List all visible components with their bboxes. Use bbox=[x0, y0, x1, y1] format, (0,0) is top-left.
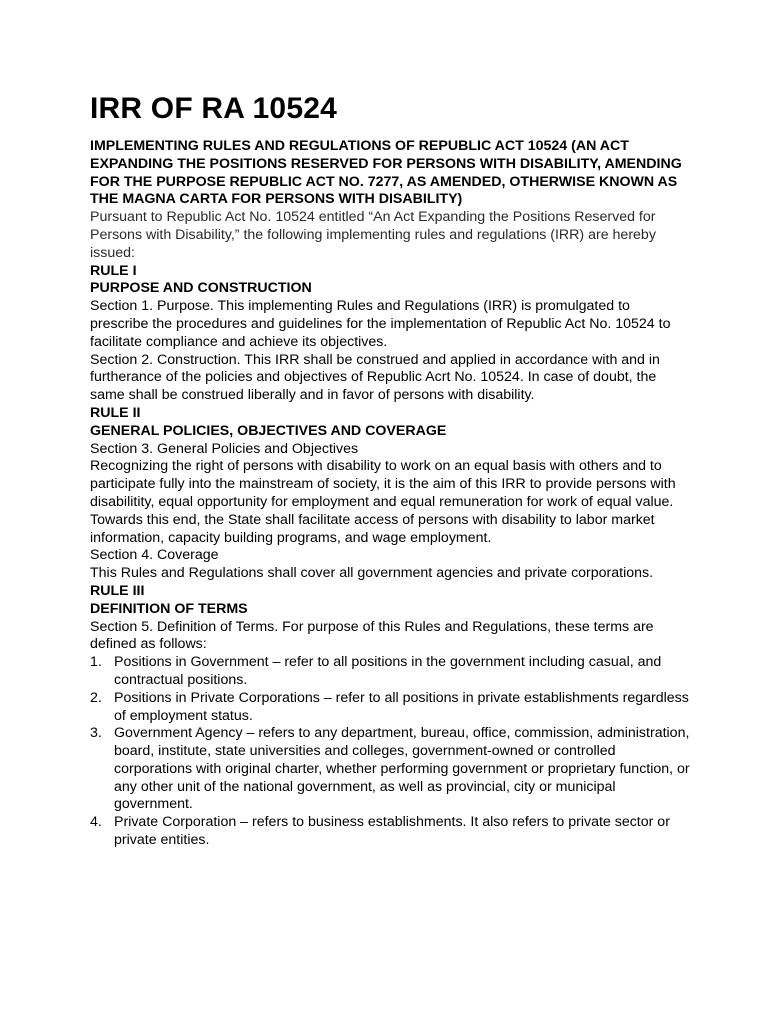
list-item-text: Positions in Government – refer to all positions in the government including casual, and contractual positions. bbox=[114, 654, 662, 688]
section-1-paragraph: Section 1. Purpose. This implementing Rules and Regulations (IRR) is promulgated to prescribe the procedures and guidelines for the implementation of Republic Act No. 10524 to facilitate compliance and achieve its objectives. bbox=[90, 298, 671, 350]
list-item-number: 3. bbox=[90, 725, 102, 742]
rule-1-heading: PURPOSE AND CONSTRUCTION bbox=[90, 280, 312, 297]
list-item bbox=[90, 690, 690, 726]
intro-paragraph: Pursuant to Republic Act No. 10524 entitled “An Act Expanding the Positions Reserved for Persons with Disability,” the following implementing rules and regulations (IRR) are hereby issued: bbox=[90, 209, 656, 261]
list-item-number: 1. bbox=[90, 654, 102, 671]
rule-2-label: RULE II bbox=[90, 404, 141, 421]
definitions-list bbox=[90, 654, 690, 850]
list-item-text: Government Agency – refers to any department, bureau, office, commission, administration, board, institute, state universities and colleges, government-owned or controlled corporations with original charter, whether performing government or proprietary function, or any other unit of the national government, as well as provincial, city or municipal government. bbox=[114, 725, 690, 813]
rule-2-heading: GENERAL POLICIES, OBJECTIVES AND COVERAGE bbox=[90, 422, 447, 439]
list-item bbox=[90, 725, 690, 814]
rule-3-label: RULE III bbox=[90, 582, 145, 599]
section-4-title: Section 4. Coverage bbox=[90, 547, 219, 564]
section-4-paragraph: This Rules and Regulations shall cover all government agencies and private corporations. bbox=[90, 565, 654, 582]
section-3-title: Section 3. General Policies and Objectives bbox=[90, 440, 359, 457]
section-3-paragraph: Recognizing the right of persons with disability to work on an equal basis with others and to participate fully into the mainstream of society, it is the aim of this IRR to provide persons with disabilitity, equal opportunity for employment and equal remuneration for work of equal value. Towards this end, the State shall facilitate access of persons with disability to labor market information, capacity building programs, and wage employment. bbox=[90, 458, 676, 546]
section-2-paragraph: Section 2. Construction. This IRR shall be construed and applied in accordance with and in furtherance of the policies and objectives of Republic Acrt No. 10524. In case of doubt, the same shall be construed liberally and in favor of persons with disability. bbox=[90, 351, 660, 404]
rule-1-label: RULE I bbox=[90, 262, 137, 279]
list-item-number: 2. bbox=[90, 689, 102, 706]
list-item-text: Positions in Private Corporations – refer to all positions in private establishments regardless of employment status. bbox=[114, 689, 689, 724]
document-title: IRR OF RA 10524 bbox=[90, 92, 337, 125]
list-item bbox=[90, 814, 690, 850]
list-item-text: Private Corporation – refers to business establishments. It also refers to private sector or private entities. bbox=[114, 814, 670, 849]
act-long-title: IMPLEMENTING RULES AND REGULATIONS OF REPUBLIC ACT 10524 (AN ACT EXPANDING THE POSITIONS RESERVED FOR PERSONS WITH DISABILITY, AMENDING FOR THE PURPOSE REPUBLIC ACT NO. 7277, AS AMENDED, OTHERWISE KNOWN AS THE MAGNA CARTA FOR PERSONS WITH DISABILITY) bbox=[90, 138, 682, 208]
list-item-number: 4. bbox=[90, 814, 102, 831]
section-5-paragraph: Section 5. Definition of Terms. For purpose of this Rules and Regulations, these terms are defined as follows: bbox=[90, 618, 654, 653]
rule-3-heading: DEFINITION OF TERMS bbox=[90, 600, 248, 617]
list-item bbox=[90, 654, 690, 690]
document-page bbox=[90, 92, 690, 850]
